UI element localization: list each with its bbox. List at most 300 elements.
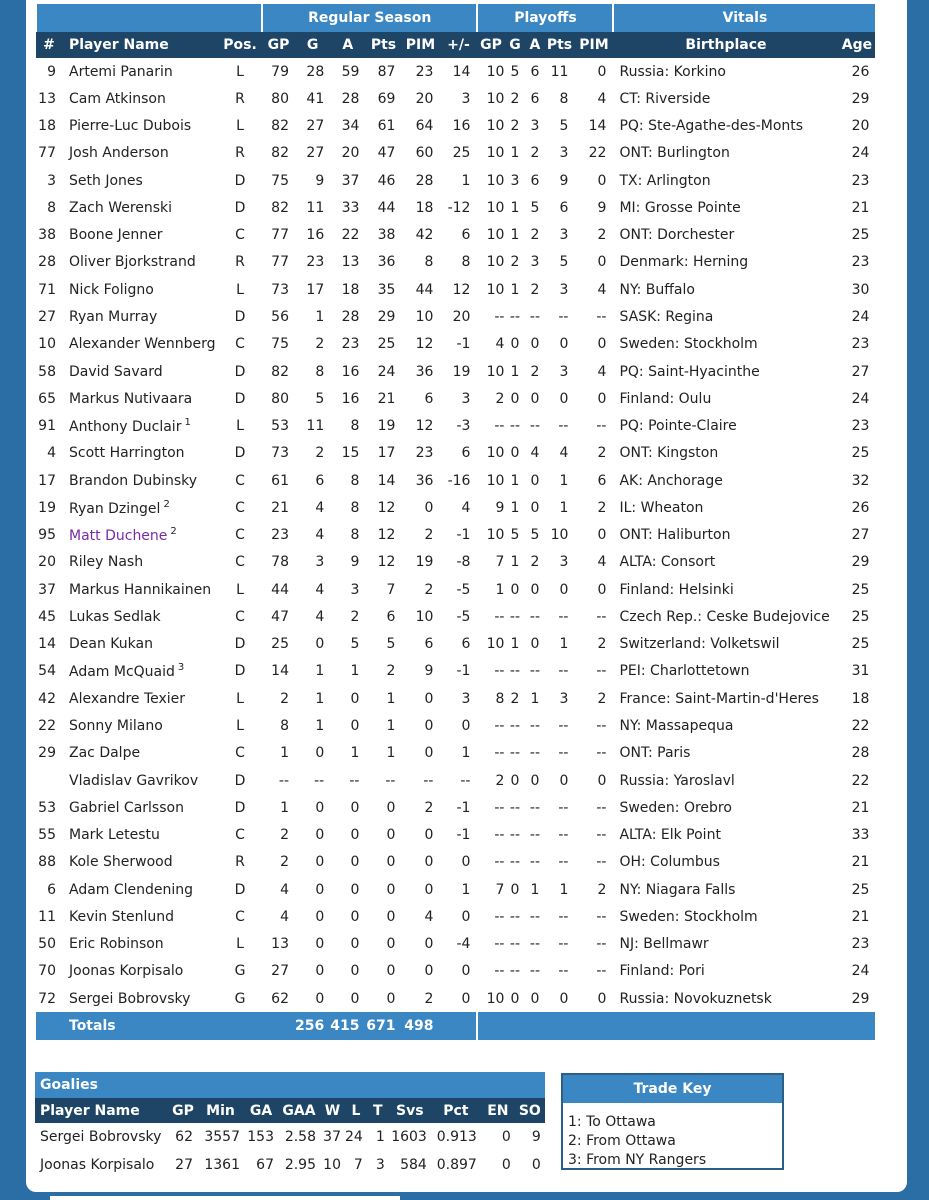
stat-goals: 1 — [315, 690, 325, 707]
player-birthplace: ALTA: Elk Point — [613, 821, 838, 848]
totals-cell-blank — [525, 1012, 544, 1039]
playoff-pim: -- — [596, 418, 607, 435]
player-position: D — [234, 799, 246, 816]
player-age: 25 — [851, 636, 870, 653]
player-birthplace: Czech Rep.: Ceske Budejovice — [613, 603, 838, 630]
goalie-so: 0 — [531, 1157, 541, 1173]
table-row — [36, 767, 875, 794]
table-row — [36, 985, 875, 1012]
playoff-assists: 2 — [530, 363, 540, 380]
stat-plus-minus: -12 — [447, 199, 471, 216]
player-number: 65 — [38, 390, 56, 407]
stat-pim: 12 — [415, 418, 434, 435]
player-number: 8 — [47, 199, 56, 216]
player-number: 50 — [38, 936, 56, 953]
goalie-col-ga[interactable]: GA — [244, 1098, 278, 1123]
stat-gp: 23 — [271, 527, 289, 544]
playoff-points: -- — [558, 418, 569, 435]
stat-gp: 1 — [280, 799, 289, 816]
playoff-points: -- — [558, 827, 569, 844]
stat-gp: 82 — [271, 145, 289, 162]
stat-pim: 60 — [415, 145, 434, 162]
playoff-pim: 4 — [597, 281, 607, 298]
player-number: 14 — [38, 636, 56, 653]
playoff-pim: 9 — [597, 199, 607, 216]
player-name-link[interactable]: Matt Duchene — [69, 528, 168, 545]
goalie-col-en[interactable]: EN — [481, 1098, 515, 1123]
player-position: C — [235, 745, 245, 762]
playoff-pim: 0 — [597, 772, 607, 789]
playoff-pim: 6 — [597, 472, 607, 489]
stat-goals: 4 — [315, 581, 325, 598]
table-row — [36, 358, 875, 385]
player-age: 25 — [851, 227, 870, 244]
player-number: 27 — [38, 309, 56, 326]
player-position: C — [235, 608, 245, 625]
stat-points: 1 — [386, 718, 396, 734]
totals-pim: 498 — [401, 1012, 439, 1039]
player-number: 42 — [38, 690, 56, 707]
player-name-cell — [62, 467, 218, 494]
playoff-pim: 0 — [597, 63, 607, 80]
player-name: Alexander Wennberg — [69, 336, 216, 353]
totals-cell-blank — [544, 1012, 574, 1039]
stat-goals: 11 — [306, 199, 325, 216]
goalie-min: 1361 — [204, 1157, 240, 1173]
stat-goals: 0 — [315, 854, 325, 871]
stat-points: 0 — [386, 881, 396, 898]
playoff-assists: 0 — [530, 390, 540, 407]
player-birthplace: PEI: Charlottetown — [613, 658, 838, 685]
player-age: 27 — [851, 527, 870, 544]
table-row — [36, 58, 875, 85]
table-row — [36, 576, 875, 603]
trade-note-marker: 2 — [163, 498, 170, 510]
stat-goals: 2 — [315, 336, 325, 353]
player-number: 38 — [38, 227, 56, 244]
playoff-points: 6 — [559, 199, 569, 216]
player-age: 25 — [851, 881, 870, 898]
stat-plus-minus: -1 — [456, 527, 471, 544]
table-row — [36, 658, 875, 685]
playoff-points: 0 — [559, 772, 569, 789]
player-position: D — [234, 199, 246, 216]
goalie-name: Joonas Korpisalo — [40, 1157, 155, 1173]
player-name: Artemi Panarin — [69, 63, 173, 80]
group-blank — [36, 4, 262, 32]
playoff-points: 1 — [559, 881, 569, 898]
player-age: 22 — [851, 718, 870, 734]
player-birthplace: Russia: Korkino — [613, 58, 838, 85]
player-number: 55 — [38, 827, 56, 844]
col-player-name[interactable]: Player Name — [62, 32, 218, 58]
stat-gp: 78 — [271, 554, 289, 571]
playoff-pim: -- — [596, 963, 607, 980]
totals-cell-blank — [262, 1012, 295, 1039]
player-name: Cam Atkinson — [69, 90, 166, 107]
stat-goals: 27 — [306, 145, 325, 162]
col-playoff-goals[interactable]: G — [504, 32, 525, 58]
playoff-goals: -- — [509, 309, 521, 326]
player-birthplace: Finland: Pori — [613, 958, 838, 985]
stat-assists: 0 — [350, 963, 360, 980]
stat-gp: 13 — [271, 936, 289, 953]
player-position: L — [236, 718, 244, 734]
player-birthplace: Finland: Oulu — [613, 385, 838, 412]
player-name-cell — [62, 931, 218, 958]
goalie-col-pct[interactable]: Pct — [431, 1098, 481, 1123]
playoff-assists: 0 — [530, 636, 540, 653]
col-age[interactable]: Age — [838, 32, 875, 58]
goalie-wins: 10 — [323, 1157, 341, 1173]
goalie-col-l[interactable]: L — [345, 1098, 367, 1123]
player-name: Vladislav Gavrikov — [69, 772, 199, 789]
stat-goals: 3 — [315, 554, 325, 571]
playoff-points: 3 — [559, 145, 569, 162]
goalie-col-min[interactable]: Min — [197, 1098, 244, 1123]
playoff-points: 3 — [559, 690, 569, 707]
playoff-assists: -- — [529, 418, 541, 435]
stat-pim: 0 — [424, 718, 434, 734]
stat-pim: 0 — [424, 499, 434, 516]
stat-goals: 16 — [306, 227, 325, 244]
table-row — [36, 222, 875, 249]
playoff-pim: 0 — [597, 336, 607, 353]
player-position: C — [235, 227, 245, 244]
col-number[interactable]: # — [36, 32, 62, 58]
goalie-row — [35, 1151, 545, 1179]
stat-points: 2 — [386, 663, 396, 680]
col-birthplace[interactable]: Birthplace — [613, 32, 838, 58]
player-name-cell — [62, 113, 218, 140]
stat-points: 12 — [377, 554, 396, 571]
col-playoff-assists[interactable]: A — [525, 32, 544, 58]
player-position: C — [235, 527, 245, 544]
player-age: 23 — [851, 936, 870, 953]
player-name: Kole Sherwood — [69, 854, 173, 871]
goalie-gaa: 2.95 — [284, 1157, 316, 1173]
playoff-pim: 4 — [597, 90, 607, 107]
player-position: D — [234, 172, 246, 189]
goalies-column-row — [35, 1098, 545, 1123]
playoff-goals: -- — [509, 663, 521, 680]
col-playoff-gp[interactable]: GP — [477, 32, 504, 58]
goalie-col-t[interactable]: T — [367, 1098, 389, 1123]
playoff-gp: 8 — [477, 685, 504, 712]
col-points[interactable]: Pts — [365, 32, 401, 58]
playoff-pim: 2 — [597, 499, 607, 516]
stat-assists: 18 — [341, 281, 360, 298]
stat-pim: 2 — [424, 527, 434, 544]
player-name-cell[interactable] — [62, 522, 218, 549]
playoff-pim: -- — [596, 799, 607, 816]
player-position: D — [234, 309, 246, 326]
playoff-goals: 2 — [510, 90, 520, 107]
stat-plus-minus: 3 — [461, 690, 471, 707]
goalies-title: Goalies — [35, 1072, 545, 1098]
trade-key-list — [563, 1103, 782, 1170]
stat-assists: 0 — [350, 690, 360, 707]
totals-cell-blank — [838, 1012, 875, 1039]
playoff-gp: 10 — [477, 440, 504, 467]
playoff-points: -- — [558, 936, 569, 953]
player-position: C — [235, 554, 245, 571]
stat-plus-minus: -- — [460, 772, 471, 789]
playoff-points: -- — [558, 309, 569, 326]
player-number: 20 — [38, 554, 56, 571]
stat-gp: 82 — [271, 363, 289, 380]
playoff-assists: -- — [529, 799, 541, 816]
stat-points: 0 — [386, 827, 396, 844]
player-birthplace: Sweden: Stockholm — [613, 331, 838, 358]
col-playoff-points[interactable]: Pts — [544, 32, 574, 58]
player-birthplace: Russia: Yaroslavl — [613, 767, 838, 794]
player-age: 21 — [851, 908, 870, 925]
playoff-pim: 0 — [597, 172, 607, 189]
stat-pim: 8 — [424, 254, 434, 271]
player-number: 71 — [38, 281, 56, 298]
goalie-wins: 37 — [323, 1129, 341, 1145]
player-name-cell — [62, 440, 218, 467]
col-plus-minus[interactable]: +/- — [439, 32, 477, 58]
col-position[interactable]: Pos. — [218, 32, 262, 58]
goalie-col-w[interactable]: W — [320, 1098, 345, 1123]
stat-plus-minus: 0 — [461, 854, 471, 871]
stat-pim: 36 — [415, 472, 434, 489]
goalie-col-gaa[interactable]: GAA — [278, 1098, 320, 1123]
stat-plus-minus: 16 — [452, 118, 471, 135]
goalie-col-name[interactable]: Player Name — [35, 1098, 169, 1123]
stat-plus-minus: 0 — [461, 718, 471, 734]
stat-gp: 82 — [271, 199, 289, 216]
playoff-goals: 1 — [510, 281, 520, 298]
player-birthplace: France: Saint-Martin-d'Heres — [613, 685, 838, 712]
player-birthplace: ONT: Dorchester — [613, 222, 838, 249]
stat-assists: 0 — [350, 881, 360, 898]
stat-assists: 1 — [350, 745, 360, 762]
stat-goals: 5 — [315, 390, 325, 407]
player-name-cell — [62, 140, 218, 167]
table-row — [36, 113, 875, 140]
stat-points: 0 — [386, 936, 396, 953]
playoff-goals: 1 — [510, 145, 520, 162]
stat-assists: 0 — [350, 827, 360, 844]
stat-plus-minus: 8 — [461, 254, 471, 271]
playoff-pim: -- — [596, 718, 607, 734]
totals-assists: 415 — [330, 1012, 365, 1039]
table-row — [36, 276, 875, 303]
goalie-gaa: 2.58 — [284, 1129, 316, 1145]
stat-gp: 79 — [271, 63, 289, 80]
playoff-gp: 10 — [477, 276, 504, 303]
table-row — [36, 440, 875, 467]
playoff-points: 5 — [559, 118, 569, 135]
totals-cell-blank — [504, 1012, 525, 1039]
player-position: L — [236, 63, 244, 80]
playoff-pim: 2 — [597, 881, 607, 898]
stat-pim: 23 — [415, 445, 434, 462]
col-goals[interactable]: G — [295, 32, 330, 58]
playoff-goals: 1 — [510, 199, 520, 216]
playoff-pim: -- — [596, 936, 607, 953]
stat-assists: 3 — [350, 581, 360, 598]
stat-goals: 0 — [315, 881, 325, 898]
playoff-points: 10 — [550, 527, 569, 544]
player-age: 21 — [851, 854, 870, 871]
player-position: D — [234, 363, 246, 380]
playoff-assists: 0 — [530, 990, 540, 1007]
col-playoff-pim[interactable]: PIM — [574, 32, 613, 58]
player-name: Gabriel Carlsson — [69, 799, 184, 816]
goalie-en: 0 — [501, 1157, 511, 1173]
playoff-pim: -- — [596, 908, 607, 925]
player-birthplace: IL: Wheaton — [613, 494, 838, 521]
goalie-saves: 1603 — [391, 1129, 427, 1145]
stat-goals: 0 — [315, 936, 325, 953]
player-number: 53 — [38, 799, 56, 816]
goalie-col-gp[interactable]: GP — [169, 1098, 197, 1123]
playoff-gp: -- — [477, 712, 504, 739]
stat-assists: 1 — [350, 663, 360, 680]
player-position: R — [235, 145, 245, 162]
col-pim[interactable]: PIM — [401, 32, 439, 58]
stat-gp: 80 — [271, 90, 289, 107]
player-name-cell — [62, 549, 218, 576]
player-birthplace: SASK: Regina — [613, 303, 838, 330]
stat-gp: 2 — [280, 690, 289, 707]
playoff-pim: 0 — [597, 254, 607, 271]
stat-pim: 2 — [424, 581, 434, 598]
playoff-assists: 2 — [530, 281, 540, 298]
stat-assists: 59 — [341, 63, 360, 80]
goalie-so: 9 — [531, 1129, 541, 1145]
playoff-assists: 0 — [530, 499, 540, 516]
roster-table — [35, 4, 875, 1040]
player-number: 54 — [38, 663, 56, 680]
stat-assists: 37 — [341, 172, 360, 189]
player-position: L — [236, 281, 244, 298]
goalie-col-so[interactable]: SO — [515, 1098, 545, 1123]
player-name: Joonas Korpisalo — [69, 963, 184, 980]
stat-goals: 41 — [306, 90, 325, 107]
player-number: 11 — [38, 908, 56, 925]
stat-pim: 0 — [424, 745, 434, 762]
stat-pim: 36 — [415, 363, 434, 380]
playoff-goals: -- — [509, 718, 521, 734]
playoff-gp: -- — [477, 740, 504, 767]
playoff-goals: 2 — [510, 118, 520, 135]
goalie-ties: 1 — [375, 1129, 385, 1145]
player-name: Adam McQuaid — [69, 664, 175, 681]
col-assists[interactable]: A — [330, 32, 365, 58]
stat-gp: 47 — [271, 608, 289, 625]
playoff-points: -- — [558, 799, 569, 816]
stat-gp: 2 — [280, 827, 289, 844]
stat-plus-minus: 6 — [461, 636, 471, 653]
player-position: C — [235, 499, 245, 516]
playoff-points: 1 — [559, 472, 569, 489]
player-age: 25 — [851, 581, 870, 598]
playoff-assists: -- — [529, 718, 541, 734]
stat-plus-minus: -4 — [456, 936, 471, 953]
player-age: 30 — [851, 281, 870, 298]
stat-goals: 0 — [315, 745, 325, 762]
trade-key-item: 2: From Ottawa — [568, 1133, 676, 1149]
bottom-tab — [50, 1196, 400, 1200]
stat-gp: 56 — [271, 309, 289, 326]
playoff-points: 9 — [559, 172, 569, 189]
playoff-assists: 1 — [530, 881, 540, 898]
player-name-cell — [62, 222, 218, 249]
playoff-gp: 7 — [477, 876, 504, 903]
player-position: D — [234, 445, 246, 462]
goalie-losses: 7 — [353, 1157, 363, 1173]
stat-gp: 73 — [271, 445, 289, 462]
player-birthplace: Switzerland: Volketswil — [613, 631, 838, 658]
col-gp[interactable]: GP — [262, 32, 295, 58]
player-name-cell — [62, 412, 218, 439]
goalie-ties: 3 — [375, 1157, 385, 1173]
table-row — [36, 712, 875, 739]
player-age: 25 — [851, 608, 870, 625]
player-age: 24 — [851, 309, 870, 326]
stat-gp: 21 — [271, 499, 289, 516]
stat-pim: 6 — [424, 390, 434, 407]
player-name: Brandon Dubinsky — [69, 472, 198, 489]
stat-goals: 11 — [306, 418, 325, 435]
stat-plus-minus: -5 — [456, 608, 471, 625]
playoff-points: -- — [558, 963, 569, 980]
player-age: 22 — [851, 772, 870, 789]
stat-goals: 0 — [315, 799, 325, 816]
playoff-goals: -- — [509, 745, 521, 762]
stat-points: 44 — [377, 199, 396, 216]
player-name: Oliver Bjorkstrand — [69, 254, 196, 271]
playoff-points: 0 — [559, 336, 569, 353]
totals-cell-blank — [439, 1012, 477, 1039]
stat-plus-minus: 0 — [461, 908, 471, 925]
playoff-gp: 10 — [477, 522, 504, 549]
stat-goals: 1 — [315, 663, 325, 680]
table-row — [36, 849, 875, 876]
stat-assists: 13 — [341, 254, 360, 271]
player-birthplace: ONT: Paris — [613, 740, 838, 767]
stat-points: 5 — [386, 636, 396, 653]
goalie-col-svs[interactable]: Svs — [389, 1098, 431, 1123]
playoff-gp: 10 — [477, 194, 504, 221]
playoff-assists: 2 — [530, 145, 540, 162]
stat-assists: 15 — [341, 445, 360, 462]
table-row — [36, 931, 875, 958]
stat-pim: 23 — [415, 63, 434, 80]
player-birthplace: NY: Niagara Falls — [613, 876, 838, 903]
playoff-goals: 0 — [510, 390, 520, 407]
player-name: Anthony Duclair — [69, 419, 182, 436]
stat-points: 0 — [386, 908, 396, 925]
goalie-ga: 67 — [256, 1157, 274, 1173]
playoff-assists: -- — [529, 608, 541, 625]
playoff-assists: 2 — [530, 227, 540, 244]
stat-plus-minus: 6 — [461, 227, 471, 244]
player-birthplace: Sweden: Stockholm — [613, 903, 838, 930]
playoff-points: -- — [558, 745, 569, 762]
playoff-pim: 2 — [597, 227, 607, 244]
stat-goals: 9 — [315, 172, 325, 189]
stat-points: 24 — [377, 363, 396, 380]
stat-pim: 19 — [415, 554, 434, 571]
playoff-assists: 0 — [530, 472, 540, 489]
stat-plus-minus: -3 — [456, 418, 471, 435]
